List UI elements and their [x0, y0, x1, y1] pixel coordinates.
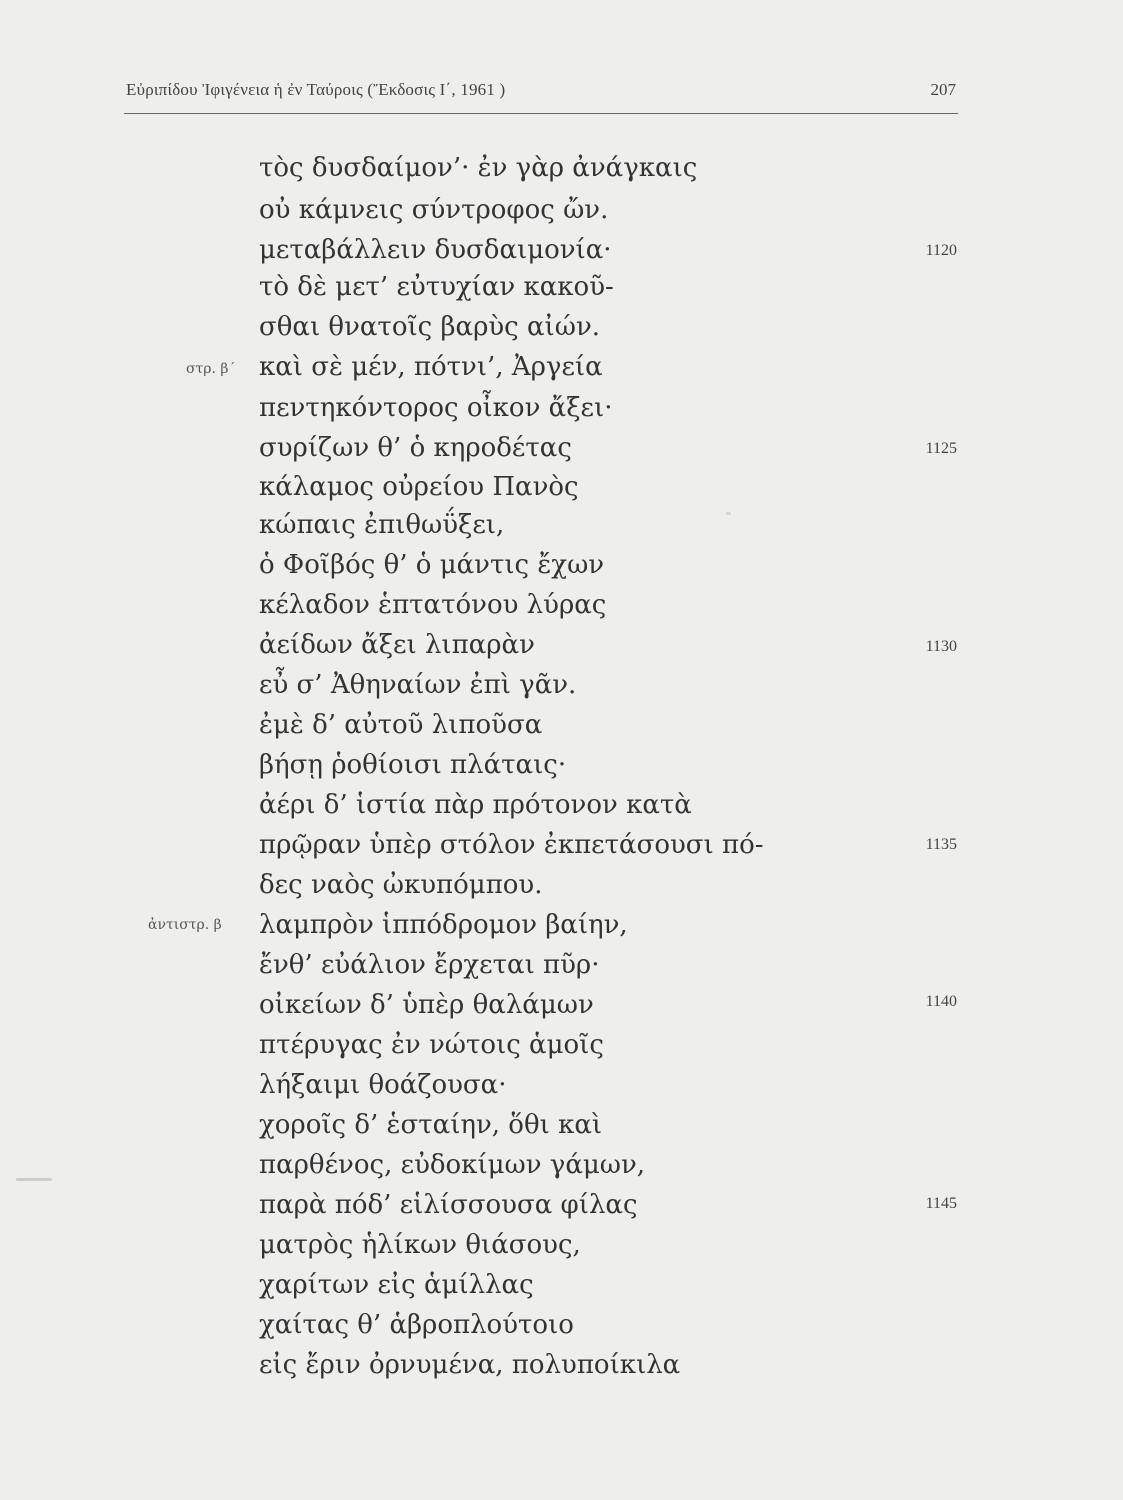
- verse-line: καὶ σὲ μέν, πότνι’, Ἀργεία: [259, 352, 603, 382]
- verse-line: κώπαις ἐπιθωΰξει,: [259, 510, 505, 540]
- verse-line: εὖ σ’ Ἀθηναίων ἐπὶ γᾶν.: [259, 670, 577, 700]
- line-number: 1120: [925, 242, 957, 259]
- line-number: 1130: [925, 638, 957, 655]
- page-number: 207: [930, 80, 956, 99]
- verse-line: ματρὸς ἡλίκων θιάσους,: [259, 1230, 581, 1260]
- verse-line: σθαι θνατοῖς βαρὺς αἰών.: [259, 312, 601, 342]
- verse-line: δες ναὸς ὠκυπόμπου.: [259, 870, 543, 900]
- verse-line: οὐ κάμνεις σύντροφος ὤν.: [259, 195, 609, 225]
- verse-line: λήξαιμι θοάζουσα·: [259, 1070, 507, 1100]
- verse-line: χαρίτων εἰς ἁμίλλας: [259, 1270, 534, 1300]
- verse-line: ἀέρι δ’ ἱστία πὰρ πρότονον κατὰ: [259, 790, 692, 820]
- running-header: [126, 80, 956, 114]
- verse-line: συρίζων θ’ ὁ κηροδέτας: [259, 433, 572, 463]
- line-number: 1135: [925, 836, 957, 853]
- verse-line: ἀείδων ἄξει λιπαρὰν: [259, 630, 535, 660]
- strophe-label-stroph-b: στρ. β΄: [186, 361, 236, 377]
- verse-line: πτέρυγας ἐν νώτοις ἁμοῖς: [259, 1030, 604, 1060]
- header-rule: [124, 113, 958, 114]
- line-number: 1145: [925, 1195, 957, 1212]
- scan-mark: [16, 1178, 52, 1181]
- verse-line: τὸς δυσδαίμον’· ἐν γὰρ ἀνάγκαις: [259, 153, 698, 183]
- verse-line: κάλαμος οὐρείου Πανὸς: [259, 472, 579, 502]
- verse-line: ἔνθ’ εὐάλιον ἔρχεται πῦρ·: [259, 950, 600, 980]
- verse-line: παρθένος, εὐδοκίμων γάμων,: [259, 1150, 646, 1180]
- verse-line: ἐμὲ δ’ αὐτοῦ λιποῦσα: [259, 710, 543, 740]
- header-title: Εὐριπίδου Ἰφιγένεια ἡ ἐν Ταύροις (Ἔκδοσις Ι΄, 1961 ): [126, 80, 506, 99]
- verse-line: τὸ δὲ μετ’ εὐτυχίαν κακοῦ-: [259, 272, 614, 302]
- verse-line: οἰκείων δ’ ὑπὲρ θαλάμων: [259, 990, 594, 1020]
- verse-line: χοροῖς δ’ ἑσταίην, ὅθι καὶ: [259, 1110, 603, 1140]
- line-number: 1140: [925, 993, 957, 1010]
- verse-line: λαμπρὸν ἱππόδρομον βαίην,: [259, 910, 628, 940]
- verse-line: κέλαδον ἑπτατόνου λύρας: [259, 590, 607, 620]
- verse-line: μεταβάλλειν δυσδαιμονία·: [259, 235, 612, 265]
- strophe-label-antistroph-b: ἀντιστρ. β: [148, 917, 222, 933]
- verse-line: πεντηκόντορος οἶκον ἄξει·: [259, 393, 613, 423]
- verse-line: ὁ Φοῖβός θ’ ὁ μάντις ἔχων: [259, 550, 605, 580]
- verse-line: χαίτας θ’ ἁβροπλούτοιο: [259, 1310, 574, 1340]
- scan-mark: [726, 512, 731, 515]
- verse-line: πρῷραν ὑπὲρ στόλον ἐκπετάσουσι πό-: [259, 830, 764, 860]
- line-number: 1125: [925, 440, 957, 457]
- verse-line: εἰς ἔριν ὀρνυμένα, πολυποίκιλα: [259, 1350, 681, 1380]
- verse-line: βήσῃ ῥοθίοισι πλάταις·: [259, 750, 567, 780]
- verse-line: παρὰ πόδ’ εἱλίσσουσα φίλας: [259, 1190, 638, 1220]
